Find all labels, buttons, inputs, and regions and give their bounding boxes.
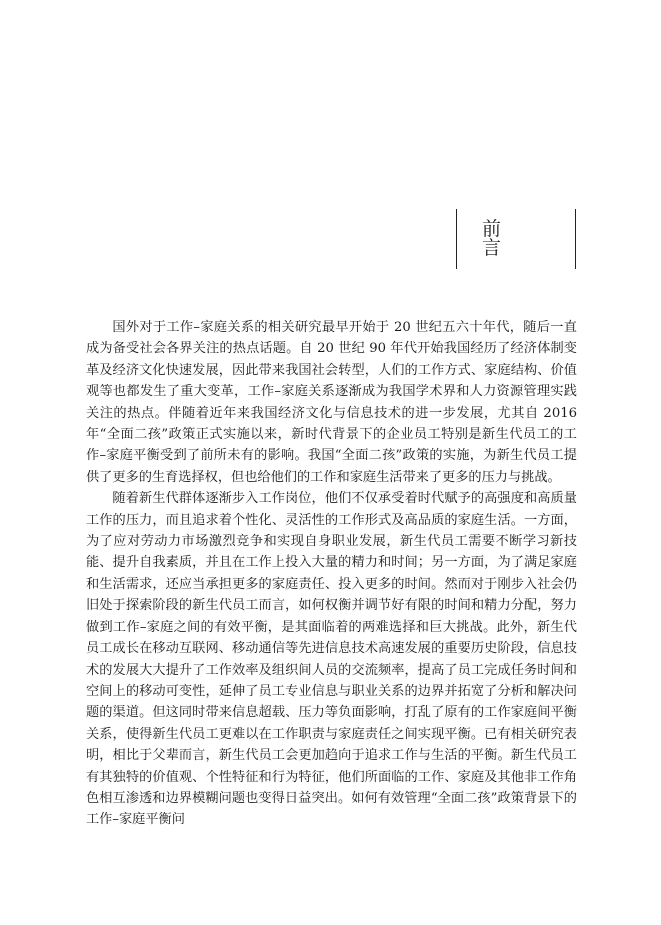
chapter-title: 前 言 xyxy=(482,218,581,259)
paragraph-2: 随着新生代群体逐渐步入工作岗位，他们不仅承受着时代赋予的高强度和高质量工作的压力，而且追求着个性化、灵活性的工作形式及高品质的家庭生活。一方面，为了应对劳动力市场激烈竞争和实现自身职业发展，新生代员工需要不断学习新技能、提升自我素质，并且在工作上投入大量的精力和时间；另一方面，为了满足家庭和生活需求，还应当承担更多的家庭责任、投入更多的时间。然而对于刚步入社会仍旧处于探索阶段的新生代员工而言，如何权衡并调节好有限的时间和精力分配，努力做到工作–家庭之间的有效平衡，是其面临着的两难选择和巨大挑战。此外，新生代员工成长在移动互联网、移动通信等先进信息技术高速发展的重要历史阶段，信息技术的发展大大提升了工作效率及组织间人员的交流频率，提高了员工完成任务时间和空间上的移动可变性，延伸了员工专业信息与职业关系的边界并拓宽了分析和解决问题的渠道。但这同时带来信息超载、压力等负面影响，打乱了原有的工作家庭间平衡关系，使得新生代员工更难以在工作职责与家庭责任之间实现平衡。已有相关研究表明，相比于父辈而言，新生代员工会更加趋向于追求工作与生活的平衡。新生代员工有其独特的价值观、个性特征和行为特征，他们所面临的工作、家庭及其他非工作角色相互渗透和边界模糊问题也变得日益突出。如何有效管理“全面二孩”政策背景下的工作–家庭平衡问 xyxy=(86,491,577,828)
paragraph-1: 国外对于工作–家庭关系的相关研究最早开始于 20 世纪五六十年代，随后一直成为备受社会各界关注的热点话题。自 20 世纪 90 年代开始我国经历了经济体制变革及经济文化快速发展，因此带来我国社会转型，人们的工作方式、家庭结构、价值观等也都发生了重大变革，工作–家庭关系逐渐成为我国学术界和人力资源管理实践关注的热点。伴随着近年来我国经济文化与信息技术的进一步发展，尤其自 2016 年“全面二孩”政策正式实施以来，新时代背景下的企业员工特别是新生代员工的工作–家庭平衡受到了前所未有的影响。我国“全面二孩”政策的实施，为新生代员工提供了更多的生育选择权，但也给他们的工作和家庭生活带来了更多的压力与挑战。 xyxy=(86,320,577,485)
preface-body xyxy=(86,317,577,831)
chapter-heading-box xyxy=(456,209,581,269)
